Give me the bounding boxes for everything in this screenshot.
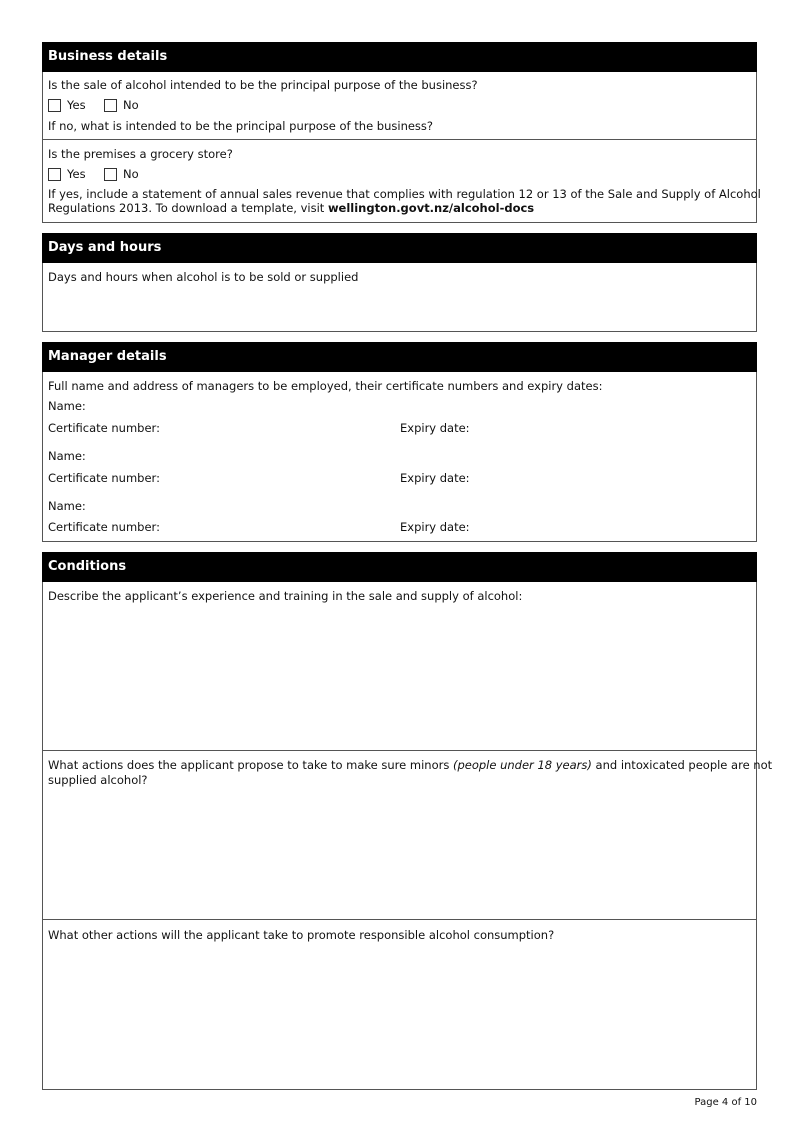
manager-3-expiry[interactable]: Expiry date: [400, 520, 470, 534]
section-header-days: Days and hours [42, 233, 757, 263]
grocery-followup-line2 [48, 201, 534, 215]
grocery-followup-line1: If yes, include a statement of annual sales revenue that complies with regulation 12 or 13 of the Sale and Supply of Alcohol [48, 187, 761, 201]
divider [42, 919, 757, 920]
grocery-no-checkbox[interactable] [104, 167, 139, 181]
section-header-conditions: Conditions [42, 552, 757, 582]
minors-question-line1[interactable] [48, 758, 772, 772]
manager-3-name[interactable]: Name: [48, 499, 86, 513]
section-header-business: Business details [42, 42, 757, 72]
grocery-store-question: Is the premises a grocery store? [48, 147, 233, 161]
alcohol-docs-link[interactable]: wellington.govt.nz/alcohol-docs [327, 201, 535, 215]
checkbox-label: No [123, 167, 139, 181]
manager-1-name[interactable]: Name: [48, 399, 86, 413]
checkbox-label: No [123, 98, 139, 112]
principal-purpose-followup: If no, what is intended to be the principal purpose of the business? [48, 119, 434, 133]
question-emphasis: (people under 18 years) [452, 758, 592, 772]
manager-1-certificate[interactable]: Certificate number: [48, 421, 160, 435]
manager-2-name[interactable]: Name: [48, 449, 86, 463]
managers-prompt: Full name and address of managers to be employed, their certificate numbers and expiry dates: [48, 379, 603, 393]
checkbox-label: Yes [67, 98, 86, 112]
grocery-followup-text: Regulations 2013. To download a template, visit [48, 201, 328, 215]
divider [42, 139, 757, 140]
section-header-managers: Manager details [42, 342, 757, 372]
principal-purpose-yes-checkbox[interactable] [48, 98, 86, 112]
principal-purpose-no-checkbox[interactable] [104, 98, 139, 112]
minors-question-line2: supplied alcohol? [48, 773, 148, 787]
manager-2-certificate[interactable]: Certificate number: [48, 471, 160, 485]
principal-purpose-question: Is the sale of alcohol intended to be the principal purpose of the business? [48, 78, 478, 92]
manager-details-section [42, 342, 757, 542]
question-text: and intoxicated people are not [591, 758, 773, 772]
responsible-consumption-question[interactable]: What other actions will the applicant take to promote responsible alcohol consumption? [48, 928, 555, 942]
manager-3-certificate[interactable]: Certificate number: [48, 520, 160, 534]
manager-1-expiry[interactable]: Expiry date: [400, 421, 470, 435]
experience-question[interactable]: Describe the applicant’s experience and training in the sale and supply of alcohol: [48, 589, 523, 603]
page-number: Page 4 of 10 [694, 1097, 757, 1108]
grocery-yes-checkbox[interactable] [48, 167, 86, 181]
conditions-section [42, 552, 757, 1090]
checkbox-label: Yes [67, 167, 86, 181]
question-text: What actions does the applicant propose to take to make sure minors [48, 758, 453, 772]
manager-2-expiry[interactable]: Expiry date: [400, 471, 470, 485]
divider [42, 750, 757, 751]
days-hours-prompt: Days and hours when alcohol is to be sold or supplied [48, 270, 359, 284]
